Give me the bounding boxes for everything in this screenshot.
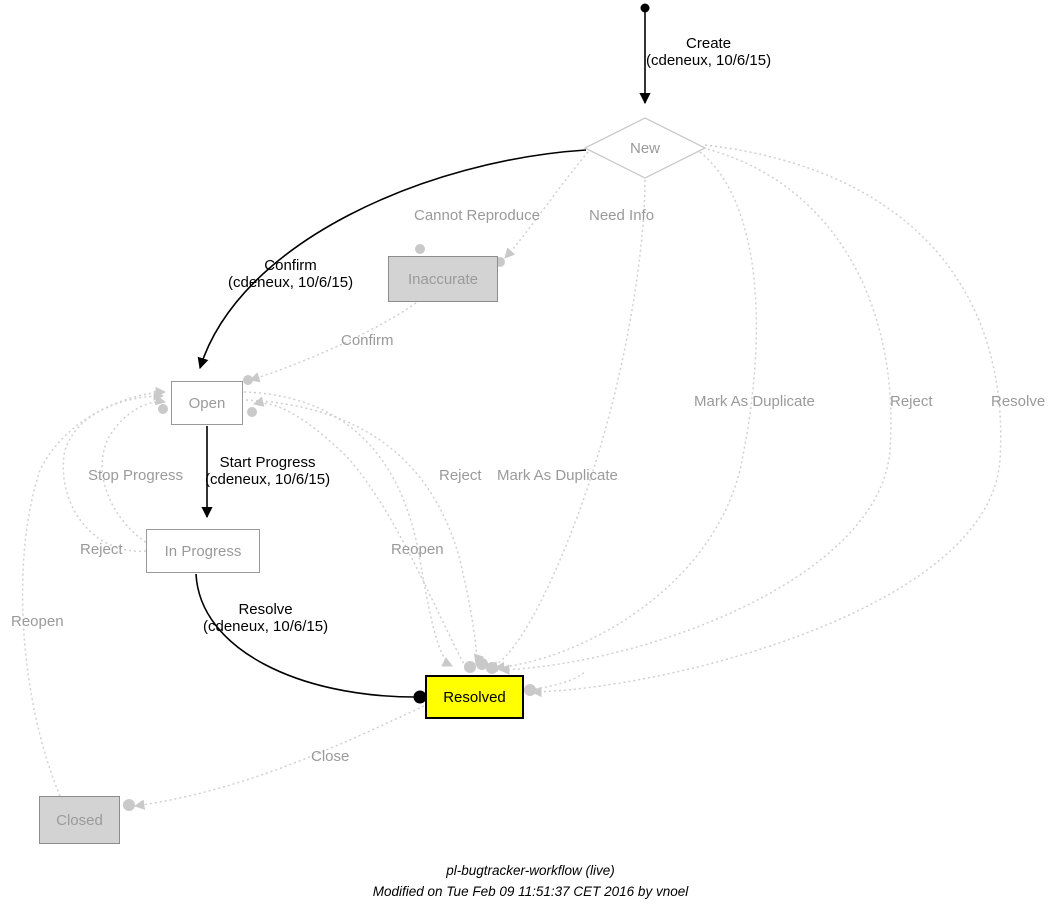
- node-closed[interactable]: [39, 796, 120, 844]
- edge-label-close: [311, 748, 349, 765]
- edge-label-reject-open: [439, 467, 482, 484]
- node-inaccurate-label: Inaccurate: [407, 270, 479, 288]
- edge-label-create-line1: Create: [686, 35, 732, 52]
- node-resolved[interactable]: [425, 675, 524, 719]
- node-in-progress-label: In Progress: [164, 542, 242, 560]
- edge-label-reopen-resolved-line1: Reopen: [391, 541, 444, 558]
- edge-label-mark-as-duplicate-open: [497, 467, 618, 484]
- diagram-modified-info: Modified on Tue Feb 09 11:51:37 CET 2016 by vnoel: [372, 884, 689, 899]
- edge-label-stop-progress: [88, 467, 183, 484]
- edge-label-confirm-inaccurate-line1: Confirm: [341, 332, 394, 349]
- node-in-progress[interactable]: [146, 529, 260, 573]
- edge-label-create-line2: (cdeneux, 10/6/15): [646, 52, 772, 69]
- edge-label-resolve-new: [991, 393, 1045, 410]
- edge-label-need-info: [589, 207, 654, 224]
- node-open[interactable]: [171, 381, 243, 425]
- edge-resolve-inprogress-resolved: [196, 574, 427, 704]
- edge-label-need-info-line1: Need Info: [589, 207, 655, 224]
- edge-label-start-progress-line1: Start Progress: [219, 454, 316, 471]
- edge-label-mark-as-duplicate-new-line1: Mark As Duplicate: [694, 393, 815, 410]
- edge-label-reopen-closed-line1: Reopen: [11, 613, 64, 630]
- edge-label-start-progress-line2: (cdeneux, 10/6/15): [205, 471, 331, 488]
- edge-label-cannot-reproduce: [414, 207, 540, 224]
- node-closed-label: Closed: [56, 811, 103, 829]
- node-new[interactable]: [585, 118, 705, 178]
- edge-label-mark-as-duplicate-open-line1: Mark As Duplicate: [497, 467, 618, 484]
- edge-label-close-line1: Close: [311, 748, 350, 765]
- edge-label-reopen-closed: [11, 613, 64, 630]
- edge-label-resolve-new-line1: Resolve: [991, 393, 1046, 410]
- node-inaccurate[interactable]: [388, 256, 498, 302]
- edge-label-confirm-main-line1: Confirm: [264, 257, 317, 274]
- edge-label-start-progress: [205, 454, 330, 488]
- node-resolved-label: Resolved: [443, 688, 506, 706]
- edge-connector-blobs: [123, 244, 536, 811]
- edge-label-confirm-main: [228, 257, 353, 291]
- edge-label-resolve-main-line1: Resolve: [238, 601, 293, 618]
- edge-label-mark-as-duplicate-new: [694, 393, 815, 410]
- diagram-title: pl-bugtracker-workflow (live): [446, 863, 615, 878]
- edge-label-confirm-main-line2: (cdeneux, 10/6/15): [228, 274, 354, 291]
- edge-label-resolve-main-line2: (cdeneux, 10/6/15): [203, 618, 329, 635]
- edge-label-reject-new-line1: Reject: [890, 393, 933, 410]
- edge-label-reopen-resolved: [391, 541, 444, 558]
- edge-label-cannot-reproduce-line1: Cannot Reproduce: [414, 207, 540, 224]
- edge-label-stop-progress-line1: Stop Progress: [88, 467, 184, 484]
- edge-label-create: [646, 35, 771, 69]
- edge-label-reject-inprogress: [80, 541, 123, 558]
- edge-label-confirm-inaccurate: [341, 332, 394, 349]
- edge-label-reject-new: [890, 393, 933, 410]
- edge-label-reject-inprogress-line1: Reject: [80, 541, 123, 558]
- node-open-label: Open: [188, 394, 226, 412]
- node-new-label: New: [629, 139, 660, 157]
- edge-label-reject-open-line1: Reject: [439, 467, 482, 484]
- edge-label-resolve-main: [203, 601, 328, 635]
